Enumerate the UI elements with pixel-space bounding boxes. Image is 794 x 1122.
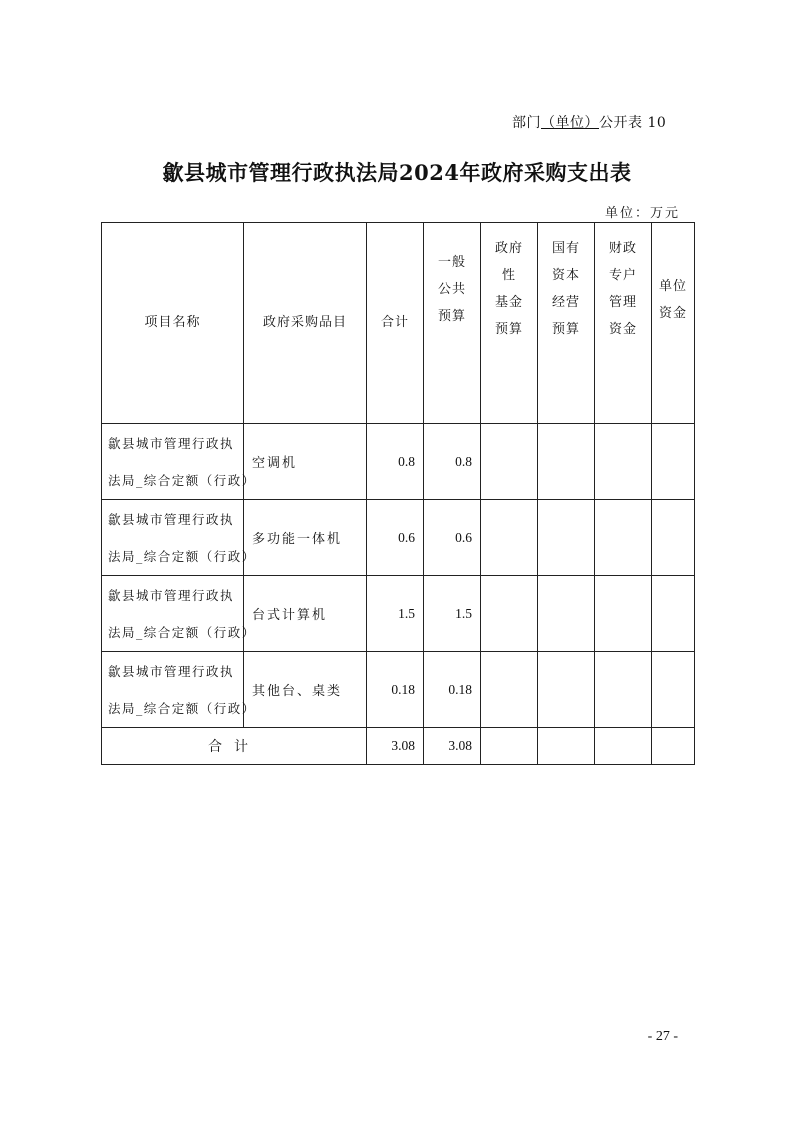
fiscal-special-cell — [595, 500, 652, 576]
header-procurement-item: 政府采购品目 — [244, 223, 367, 424]
header-total: 合计 — [367, 223, 424, 424]
gov-fund-cell — [481, 500, 538, 576]
state-capital-cell — [538, 576, 595, 652]
total-cell: 0.6 — [367, 500, 424, 576]
unit-funds-cell — [652, 652, 695, 728]
procurement-item-cell: 空调机 — [244, 424, 367, 500]
total-cell: 1.5 — [367, 576, 424, 652]
table-row — [102, 652, 695, 728]
header-fiscal-special-account: 财政 专户 管理 资金 — [595, 223, 652, 424]
page-title: 歙县城市管理行政执法局2024年政府采购支出表 — [162, 160, 632, 185]
unit-funds-cell — [652, 576, 695, 652]
fiscal-special-cell — [595, 652, 652, 728]
document-code-suffix: 公开表 10 — [599, 115, 667, 131]
unit-label: 单位：万元 — [604, 206, 680, 221]
header-general-budget: 一般 公共 预算 — [424, 223, 481, 424]
state-capital-cell — [538, 500, 595, 576]
document-code-unit: （单位） — [541, 115, 599, 131]
header-gov-fund-budget: 政府 性 基金 预算 — [481, 223, 538, 424]
general-budget-cell: 0.18 — [424, 652, 481, 728]
table-row — [102, 500, 695, 576]
table-row — [102, 424, 695, 500]
total-row-general-budget: 3.08 — [424, 728, 481, 765]
total-row — [102, 728, 695, 765]
general-budget-cell: 1.5 — [424, 576, 481, 652]
project-name-cell: 歙县城市管理行政执 法局_综合定额（行政） — [102, 576, 244, 652]
document-code — [512, 112, 666, 132]
project-name-cell: 歙县城市管理行政执 法局_综合定额（行政） — [102, 652, 244, 728]
procurement-item-cell: 台式计算机 — [244, 576, 367, 652]
general-budget-cell: 0.8 — [424, 424, 481, 500]
project-name-cell: 歙县城市管理行政执 法局_综合定额（行政） — [102, 500, 244, 576]
procurement-item-cell: 其他台、桌类 — [244, 652, 367, 728]
header-unit-funds: 单位 资金 — [652, 223, 695, 424]
gov-fund-cell — [481, 652, 538, 728]
general-budget-cell: 0.6 — [424, 500, 481, 576]
total-row-total: 3.08 — [367, 728, 424, 765]
unit-funds-cell — [652, 424, 695, 500]
project-name-cell: 歙县城市管理行政执 法局_综合定额（行政） — [102, 424, 244, 500]
procurement-item-cell: 多功能一体机 — [244, 500, 367, 576]
state-capital-cell — [538, 652, 595, 728]
total-row-state-capital — [538, 728, 595, 765]
procurement-table — [101, 222, 695, 765]
total-row-fiscal-special — [595, 728, 652, 765]
fiscal-special-cell — [595, 576, 652, 652]
state-capital-cell — [538, 424, 595, 500]
total-row-gov-fund — [481, 728, 538, 765]
total-row-unit-funds — [652, 728, 695, 765]
gov-fund-cell — [481, 424, 538, 500]
total-cell: 0.18 — [367, 652, 424, 728]
document-code-prefix: 部门 — [512, 115, 541, 131]
table-header-row — [102, 223, 695, 424]
header-project-name: 项目名称 — [102, 223, 244, 424]
unit-funds-cell — [652, 500, 695, 576]
table-row — [102, 576, 695, 652]
page-number: - 27 - — [647, 1029, 678, 1044]
total-row-label: 合计 — [102, 728, 367, 765]
total-cell: 0.8 — [367, 424, 424, 500]
fiscal-special-cell — [595, 424, 652, 500]
gov-fund-cell — [481, 576, 538, 652]
header-state-capital-budget: 国有 资本 经营 预算 — [538, 223, 595, 424]
